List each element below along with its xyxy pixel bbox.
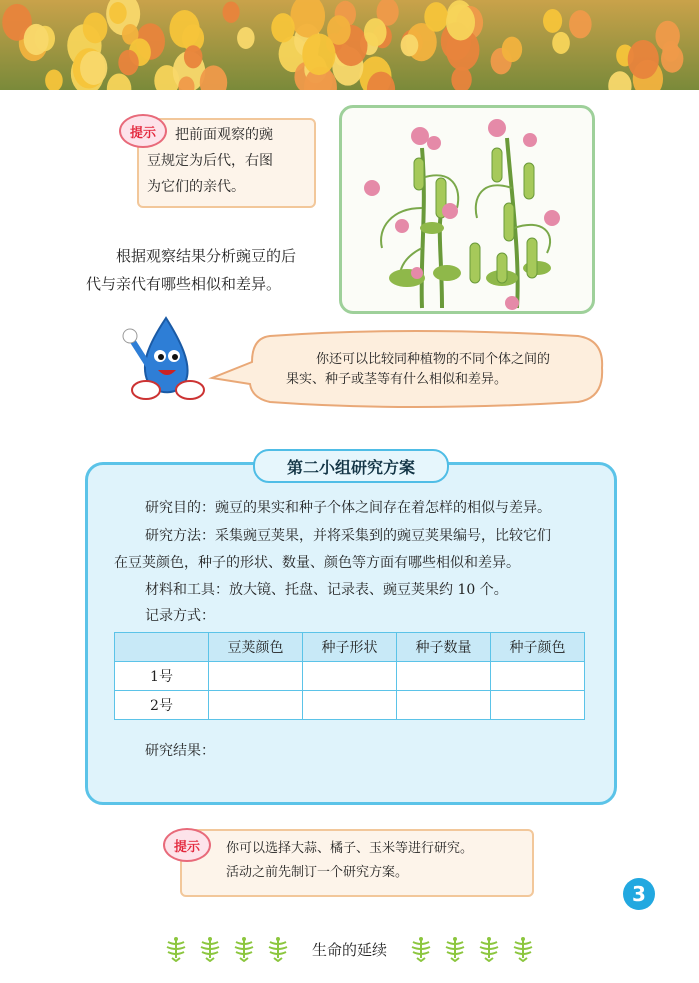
table-row [115,691,585,720]
question-text [86,242,296,298]
record-table [114,632,585,720]
tulip-flower [80,51,107,85]
tulip-flower [401,34,419,56]
hint-badge-1-label: 提示 [129,125,156,141]
speech-bubble [208,328,608,410]
research-materials: 材料和工具：放大镜、托盘、记录表、豌豆荚果约 10 个。 [145,582,508,598]
research-plan-title-text: 第二小组研究方案 [286,457,415,477]
table-cell[interactable] [303,691,397,720]
fish-bone-icon [475,936,503,962]
tulip-flower [271,13,294,42]
question-line-2: 代与亲代有哪些相似和差异。 [86,275,282,293]
page-number [623,878,655,910]
fish-bone-icon [264,936,292,962]
speech-line-2: 果实、种子或茎等有什么相似和差异。 [286,372,508,387]
tulip-flower [424,2,448,32]
table-cell[interactable] [209,662,303,691]
fish-bone-icon [196,936,224,962]
table-cell[interactable] [397,662,491,691]
tulip-flower [364,18,387,46]
tulip-flower [628,40,659,79]
parent-pea-plants-illustration [339,105,595,314]
tulip-flower [184,45,203,68]
research-purpose: 研究目的：豌豆的果实和种子个体之间存在着怎样的相似与差异。 [145,500,551,516]
tulip-flower [237,27,255,49]
table-cell: 1号 [115,662,209,691]
hint-badge-2-label: 提示 [173,839,200,855]
table-header-cell: 种子数量 [397,633,491,662]
hint-badge-1 [119,114,167,148]
research-method-line-2: 在豆荚颜色，种子的形状、数量、颜色等方面有哪些相似和差异。 [114,555,520,571]
research-method-line-1: 研究方法：采集豌豆荚果，并将采集到的豌豆荚果编号，比较它们 [145,528,551,544]
table-cell[interactable] [209,691,303,720]
footer [0,932,699,966]
tulip-flower [223,1,240,22]
page-number-text: 3 [632,882,646,906]
tulip-flower [24,24,49,55]
tulip-flower [118,50,138,76]
tulip-flower [569,10,592,38]
table-row [115,662,585,691]
hint-1-line-2: 豆规定为后代，右图 [147,153,273,169]
hint-1-line-1: 把前面观察的豌 [175,127,273,143]
tulip-flower [302,33,335,75]
hint-1-line-3: 为它们的亲代。 [147,179,245,195]
tulip-flower [83,13,108,44]
footer-title: 生命的延续 [311,940,387,959]
tulip-banner-image [0,0,699,90]
question-line-1: 根据观察结果分析豌豆的后 [116,247,297,265]
table-cell[interactable] [491,691,585,720]
research-plan-title [253,449,449,483]
tulip-flower [661,45,683,73]
tulip-flower [446,4,475,40]
table-header-cell: 豆荚颜色 [209,633,303,662]
hint-box-2 [180,829,534,897]
fish-bone-icon [441,936,469,962]
table-header-cell: 种子形状 [303,633,397,662]
hint-2-line-2: 活动之前先制订一个研究方案。 [226,865,409,880]
tulip-flower [109,2,127,24]
table-cell[interactable] [491,662,585,691]
speech-line-1: 你还可以比较同种植物的不同个体之间的 [316,352,551,367]
table-header-row [115,633,585,662]
result-label: 研究结果： [145,743,215,759]
table-cell[interactable] [397,691,491,720]
table-cell[interactable] [303,662,397,691]
fish-bone-icon [509,936,537,962]
tulip-flower [543,9,562,33]
record-label: 记录方式： [145,608,215,624]
fish-bone-icon [407,936,435,962]
table-cell: 2号 [115,691,209,720]
hint-2-line-1: 你可以选择大蒜、橘子、玉米等进行研究。 [226,841,474,856]
fish-bone-icon [230,936,258,962]
tulip-flower [502,37,522,63]
fish-bone-icon [162,936,190,962]
water-drop-mascot [118,310,213,405]
hint-badge-2 [163,828,211,862]
table-header-cell: 种子颜色 [491,633,585,662]
tulip-flower [552,32,570,54]
table-header-cell [115,633,209,662]
